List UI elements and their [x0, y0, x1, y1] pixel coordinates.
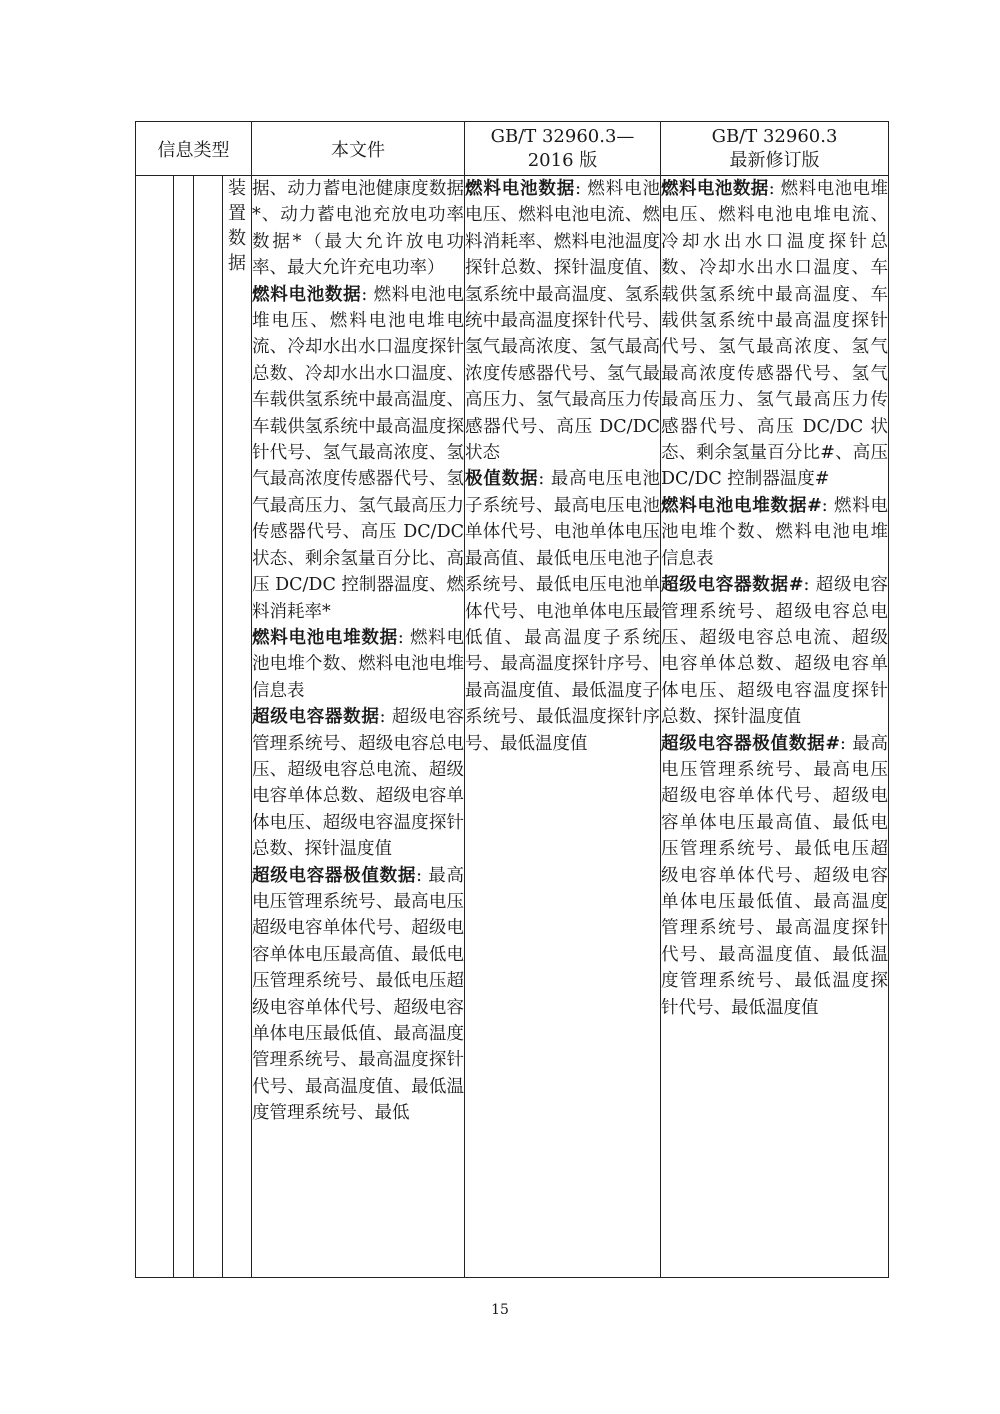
header-gbt-revised-line2: 最新修订版 — [729, 149, 820, 171]
this-doc-section-3: 超级电容器数据: 超级电容管理系统号、超级电容总电压、超级电容总电流、超级电容单体总数、超级电容单体电压、超级电容温度探针总数、探针温度值 — [252, 707, 465, 860]
category-label: 装置数据 — [228, 178, 246, 274]
gbt-2016-section-0: 燃料电池数据: 燃料电池电压、燃料电池电流、燃料消耗率、燃料电池温度探针总数、探针温度值、氢系统中最高温度、氢系统中最高温度探针代号、氢气最高浓度、氢气最高浓度传感器代号、氢气最高压力、氢气最高压力传感器代号、高压 DC/DC 状态 — [465, 179, 660, 464]
gbt-2016-section-1: 极值数据: 最高电压电池子系统号、最高电压电池单体代号、电池单体电压最高值、最低电压电池子系统号、最低电压电池单体代号、电池单体电压最低值、最高温度子系统号、最高温度探针序号、最高温度值、最低温度子系统号、最低温度探针序号、最低温度值 — [465, 469, 660, 754]
this-doc-section-1: 燃料电池数据: 燃料电池电堆电压、燃料电池电堆电流、冷却水出水口温度探针总数、冷却水出水口温度、车载供氢系统中最高温度、车载供氢系统中最高温度探针代号、氢气最高浓度、氢气最高浓度传感器代号、氢气最高压力、氢气最高压力传感器代号、高压 DC/DC 状态、剩余氢量百分比、高压 DC/DC 控制器温度、燃料消耗率* — [252, 284, 464, 622]
gbt-revised-section-1: 燃料电池电堆数据#: 燃料电池电堆个数、燃料电池电堆信息表 — [661, 495, 888, 569]
gbt-2016-cell — [465, 176, 661, 1278]
header-gbt-2016-line2: 2016 版 — [527, 149, 598, 171]
gbt-revised-section-3: 超级电容器极值数据#: 最高电压管理系统号、最高电压超级电容单体代号、超级电容单体电压最高值、最低电压管理系统号、最低电压超级电容单体代号、超级电容单体电压最低值、最高温度管理系统号、最高温度探针代号、最高温度值、最低温度管理系统号、最低温度探针代号、最低温度值 — [661, 733, 888, 1018]
gbt-revised-section-0: 燃料电池数据: 燃料电池电堆电压、燃料电池电堆电流、冷却水出水口温度探针总数、冷却水出水口温度、车载供氢系统中最高温度、车载供氢系统中最高温度探针代号、氢气最高浓度、氢气最高浓度传感器代号、氢气最高压力、氢气最高压力传感器代号、高压 DC/DC 状态、剩余氢量百分比#、高压 DC/DC 控制器温度# — [661, 179, 888, 490]
header-gbt-2016-line1: GB/T 32960.3— — [490, 125, 635, 147]
gbt-revised-cell — [661, 176, 889, 1278]
header-this-document: 本文件 — [252, 122, 465, 176]
this-document-cell — [252, 176, 465, 1278]
page-number: 15 — [491, 1302, 509, 1318]
this-doc-section-2: 燃料电池电堆数据: 燃料电池电堆个数、燃料电池电堆信息表 — [252, 627, 464, 701]
this-doc-section-4: 超级电容器极值数据: 最高电压管理系统号、最高电压超级电容单体代号、超级电容单体电压最高值、最低电压管理系统号、最低电压超级电容单体代号、超级电容单体电压最低值、最高温度管理系统号、最高温度探针代号、最高温度值、最低温度管理系统号、最低 — [252, 865, 464, 1124]
header-gbt-2016 — [465, 122, 661, 176]
comparison-table — [135, 121, 889, 1278]
category-cell — [223, 176, 252, 1278]
header-info-type: 信息类型 — [136, 122, 252, 176]
blank-level1-cell — [136, 176, 174, 1278]
blank-level2-cell — [174, 176, 194, 1278]
header-gbt-revised — [661, 122, 889, 176]
gbt-revised-section-2: 超级电容器数据#: 超级电容管理系统号、超级电容总电压、超级电容总电流、超级电容单体总数、超级电容单体电压、超级电容温度探针总数、探针温度值 — [661, 575, 888, 728]
blank-level3-cell — [194, 176, 223, 1278]
header-gbt-revised-line1: GB/T 32960.3 — [711, 125, 838, 147]
this-doc-section-0: 据、动力蓄电池健康度数据*、动力蓄电池充放电功率数据*（最大允许放电功率、最大允许充电功率） — [252, 179, 464, 279]
